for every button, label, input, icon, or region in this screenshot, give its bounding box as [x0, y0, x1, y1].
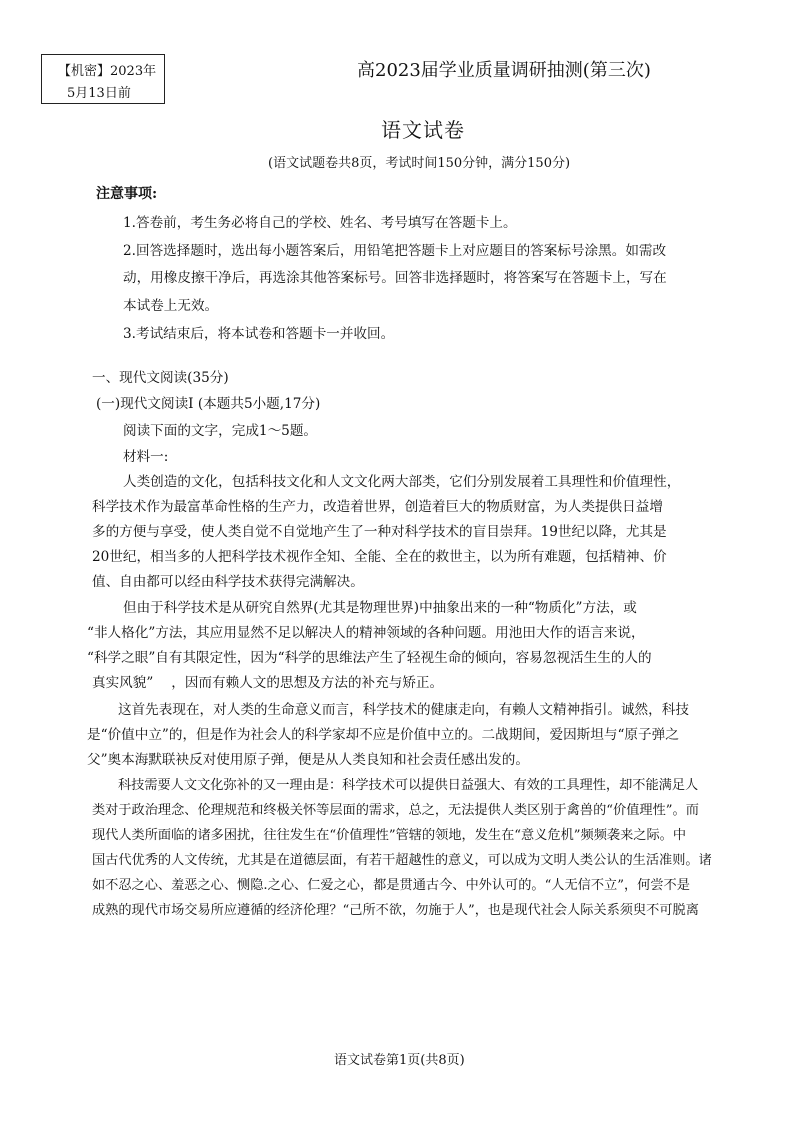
- paper-subtitle: (语文试题卷共8页，考试时间150分钟，满分150分): [268, 156, 571, 171]
- paragraph-4-line-2: 类对于政治理念、伦理规范和终极关怀等层面的需求，总之，无法提供人类区别于禽兽的“价值理性”。而: [92, 803, 699, 818]
- page-footer: 语文试卷第1页(共8页): [334, 1053, 465, 1068]
- paper-title: 语文试卷: [381, 118, 465, 142]
- subsection-heading: (一)现代文阅读Ⅰ (本题共5小题,17分): [96, 396, 321, 412]
- notice-item-3: 3.考试结束后，将本试卷和答题卡一并收回。: [123, 326, 395, 342]
- notice-item-2-line-1: 2.回答选择题时，选出每小题答案后，用铅笔把答题卡上对应题目的答案标号涂黑。如需改: [123, 243, 667, 259]
- material-label: 材料一:: [123, 449, 169, 465]
- paragraph-1-line-5: 值、自由都可以经由科学技术获得完满解决。: [92, 574, 364, 590]
- paragraph-2-line-4: 真实风貌” ，因而有赖人文的思想及方法的补充与矫正。: [92, 675, 444, 691]
- paragraph-1-line-1: 人类创造的文化，包括科技文化和人文文化两大部类，它们分别发展着工具理性和价值理性，: [123, 474, 681, 490]
- paragraph-4-line-1: 科技需要人文文化弥补的又一理由是：科学技术可以提供日益强大、有效的工具理性，却不能满足人: [118, 778, 699, 793]
- exam-title: 高2023届学业质量调研抽测(第三次): [357, 60, 651, 81]
- paragraph-4-line-6: 成熟的现代市场交易所应遵循的经济伦理？“己所不欲，勿施于人”，也是现代社会人际关系须臾不可脱离: [92, 903, 699, 918]
- section-heading: 一、现代文阅读(35分): [92, 370, 229, 386]
- notice-heading: 注意事项:: [96, 186, 158, 202]
- paragraph-1-line-2: 科学技术作为最富革命性格的生产力，改造着世界，创造着巨大的物质财富，为人类提供日益增: [92, 499, 663, 515]
- notice-item-2-line-2: 动，用橡皮擦干净后，再选涂其他答案标号。回答非选择题时，将答案写在答题卡上，写在: [123, 270, 667, 286]
- paragraph-1-line-4: 20世纪，相当多的人把科学技术视作全知、全能、全在的救世主，以为所有难题，包括精神、价: [92, 549, 667, 565]
- paragraph-4-line-5: 如不忍之心、羞恶之心、恻隐.之心、仁爱之心，都是贯通古今、中外认可的。“人无信不立”，何尝不是: [92, 878, 690, 893]
- reading-instruction: 阅读下面的文字，完成1～5题。: [123, 423, 318, 439]
- paragraph-3-line-3: 父”奥本海默联袂反对使用原子弹，便是从人类良知和社会责任感出发的。: [87, 752, 529, 768]
- paragraph-4-line-4: 国古代优秀的人文传统，尤其是在道德层面，有若干超越性的意义，可以成为文明人类公认的生活准则。诸: [92, 853, 712, 868]
- notice-item-2-line-3: 本试卷上无效。: [123, 298, 219, 314]
- paragraph-1-line-3: 多的方便与享受，使人类自觉不自觉地产生了一种对科学技术的盲目崇拜。19世纪以降，尤其是: [92, 524, 667, 540]
- notice-item-1: 1.答卷前，考生务必将自己的学校、姓名、考号填写在答题卡上。: [123, 215, 517, 231]
- paragraph-2-line-3: “科学之眼”自有其限定性，因为“科学的思维法产生了轻视生命的倾向，容易忽视活生生的人的: [87, 650, 652, 666]
- paragraph-3-line-1: 这首先表现在，对人类的生命意义而言，科学技术的健康走向，有赖人文精神指引。诚然，科技: [118, 702, 689, 718]
- paragraph-3-line-2: 是“价值中立”的，但是作为社会人的科学家却不应是价值中立的。二战期间，爱因斯坦与“原子弹之: [87, 727, 679, 743]
- stamp-line-2: 5月13日前: [67, 86, 131, 101]
- stamp-line-1: 【机密】2023年: [58, 64, 157, 79]
- paragraph-4-line-3: 现代人类所面临的诸多困扰，往往发生在“价值理性”管辖的领地，发生在“意义危机”频频袭来之际。中: [92, 828, 687, 843]
- paragraph-2-line-1: 但由于科学技术是从研究自然界(尤其是物理世界)中抽象出来的一种“物质化”方法，或: [123, 600, 637, 616]
- confidential-stamp-box: [41, 54, 165, 104]
- paragraph-2-line-2: “非人格化”方法，其应用显然不足以解决人的精神领域的各种问题。用池田大作的语言来说，: [87, 625, 645, 641]
